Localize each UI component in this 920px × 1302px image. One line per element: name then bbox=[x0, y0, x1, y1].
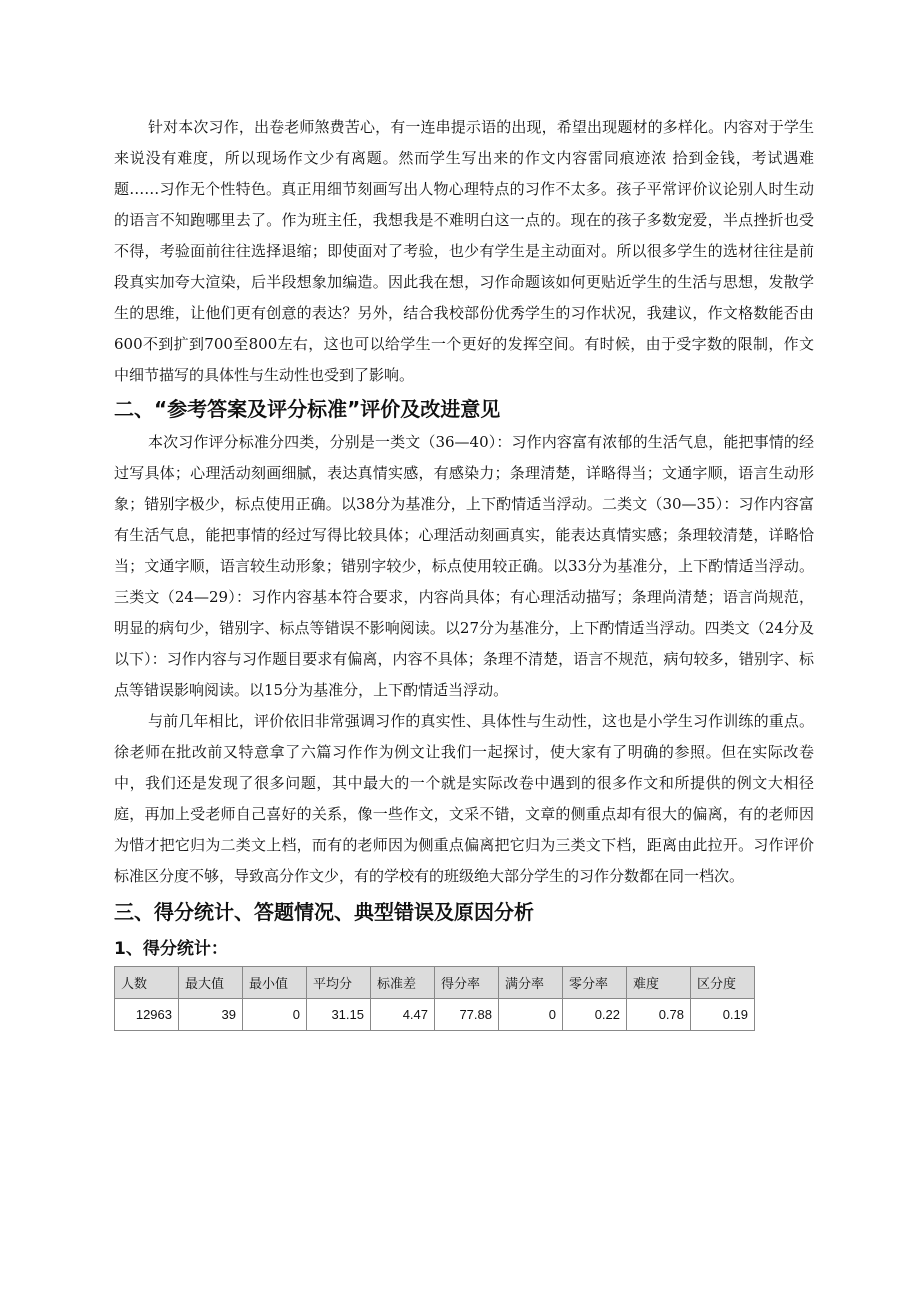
cell-zero-rate: 0.22 bbox=[563, 999, 627, 1031]
header-cell-zero-rate: 零分率 bbox=[563, 967, 627, 999]
cell-max: 39 bbox=[179, 999, 243, 1031]
cell-difficulty: 0.78 bbox=[627, 999, 691, 1031]
subheading-score-stats: 1、得分统计： bbox=[114, 939, 228, 959]
table-header-row bbox=[115, 967, 755, 999]
cell-score-rate: 77.88 bbox=[435, 999, 499, 1031]
header-cell-mean: 平均分 bbox=[307, 967, 371, 999]
cell-full-rate: 0 bbox=[499, 999, 563, 1031]
header-cell-max: 最大值 bbox=[179, 967, 243, 999]
cell-mean: 31.15 bbox=[307, 999, 371, 1031]
scoring-criteria-paragraph: 本次习作评分标准分四类，分别是一类文（36—40）：习作内容富有浓郁的生活气息，能把事情的经过写具体；心理活动刻画细腻，表达真情实感，有感染力；条理清楚，详略得当；文通字顺，语言生动形象；错别字极少，标点使用正确。以38分为基准分，上下酌情适当浮动。二类文（30—35）：习作内容富有生活气息，能把事情的经过写得比较具体；心理活动刻画真实，能表达真情实感；条理较清楚，详略恰当；文通字顺，语言较生动形象；错别字较少，标点使用较正确。以33分为基准分，上下酌情适当浮动。三类文（24—29）：习作内容基本符合要求，内容尚具体；有心理活动描写；条理尚清楚；语言尚规范，明显的病句少，错别字、标点等错误不影响阅读。以27分为基准分，上下酌情适当浮动。四类文（24分及以下）：习作内容与习作题目要求有偏离，内容不具体；条理不清楚，语言不规范，病句较多，错别字、标点等错误影响阅读。以15分为基准分，上下酌情适当浮动。 bbox=[114, 433, 814, 699]
comparison-paragraph: 与前几年相比，评价依旧非常强调习作的真实性、具体性与生动性，这也是小学生习作训练的重点。徐老师在批改前又特意拿了六篇习作作为例文让我们一起探讨，使大家有了明确的参照。但在实际改卷中，我们还是发现了很多问题，其中最大的一个就是实际改卷中遇到的很多作文和所提供的例文大相径庭，再加上受老师自己喜好的关系，像一些作文，文采不错，文章的侧重点却有很大的偏离，有的老师因为惜才把它归为二类文上档，而有的老师因为侧重点偏离把它归为三类文下档，距离由此拉开。习作评价标准区分度不够，导致高分作文少，有的学校有的班级绝大部分学生的习作分数都在同一档次。 bbox=[114, 712, 814, 885]
section-heading-2: 二、“参考答案及评分标准”评价及改进意见 bbox=[114, 397, 501, 421]
header-cell-discrimination: 区分度 bbox=[691, 967, 755, 999]
table-row bbox=[115, 999, 755, 1031]
header-cell-difficulty: 难度 bbox=[627, 967, 691, 999]
section-heading-3: 三、得分统计、答题情况、典型错误及原因分析 bbox=[114, 900, 534, 924]
cell-discrimination: 0.19 bbox=[691, 999, 755, 1031]
cell-count: 12963 bbox=[115, 999, 179, 1031]
cell-stddev: 4.47 bbox=[371, 999, 435, 1031]
header-cell-stddev: 标准差 bbox=[371, 967, 435, 999]
cell-min: 0 bbox=[243, 999, 307, 1031]
section2-intro-paragraph: 针对本次习作，出卷老师煞费苦心，有一连串提示语的出现，希望出现题材的多样化。内容对于学生来说没有难度，所以现场作文少有离题。然而学生写出来的作文内容雷同痕迹浓 拾到金钱，考试遇难题……习作无个性特色。真正用细节刻画写出人物心理特点的习作不太多。孩子平常评价议论别人时生动的语言不知跑哪里去了。作为班主任，我想我是不难明白这一点的。现在的孩子多数宠爱，半点挫折也受不得，考验面前往往选择退缩；即使面对了考验，也少有学生是主动面对。所以很多学生的选材往往是前段真实加夸大渲染，后半段想象加编造。因此我在想，习作命题该如何更贴近学生的生活与思想，发散学生的思维，让他们更有创意的表达？另外，结合我校部份优秀学生的习作状况，我建议，作文格数能否由600不到扩到700至800左右，这也可以给学生一个更好的发挥空间。有时候，由于受字数的限制，作文中细节描写的具体性与生动性也受到了影响。 bbox=[114, 118, 814, 384]
score-stats-table bbox=[114, 966, 755, 1031]
header-cell-min: 最小值 bbox=[243, 967, 307, 999]
header-cell-count: 人数 bbox=[115, 967, 179, 999]
header-cell-score-rate: 得分率 bbox=[435, 967, 499, 999]
header-cell-full-rate: 满分率 bbox=[499, 967, 563, 999]
document-page bbox=[114, 112, 814, 1031]
